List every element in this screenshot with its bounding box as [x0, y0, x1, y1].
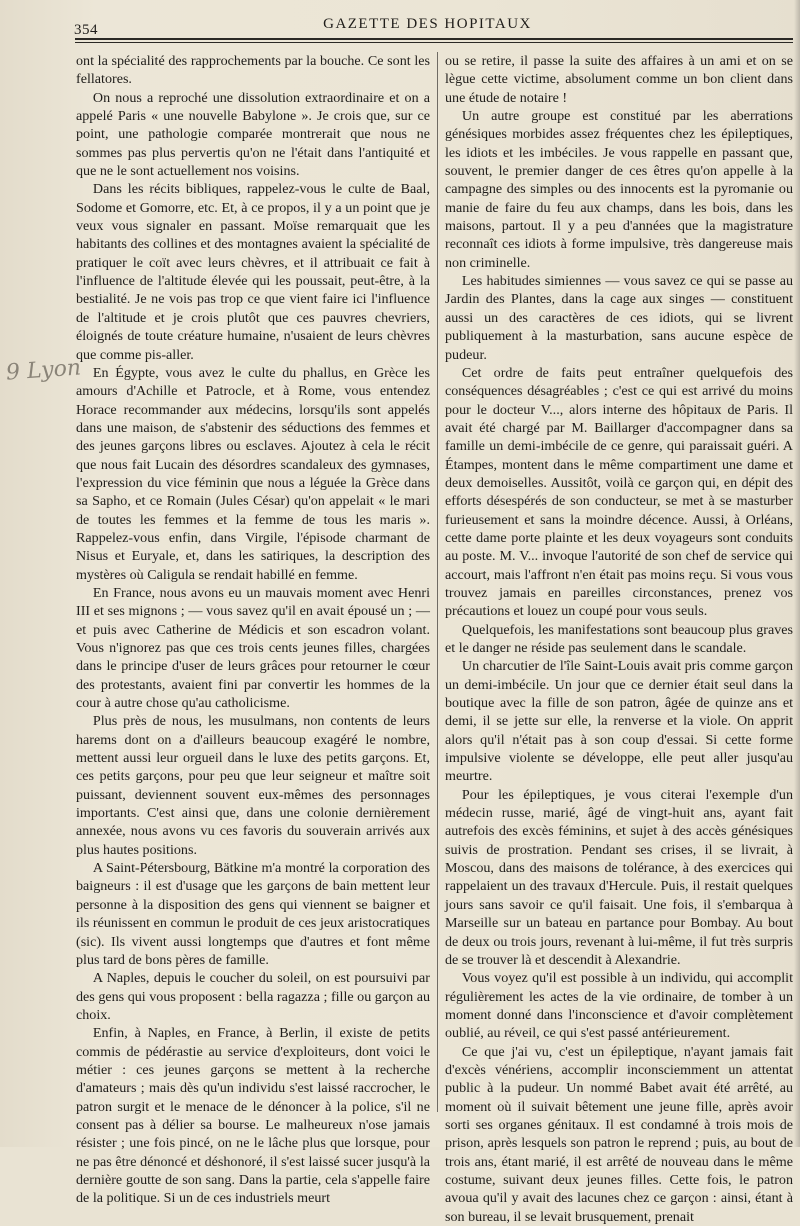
paragraph: Plus près de nous, les musulmans, non contents de leurs harems dont on a d'ailleurs beaucoup exagéré le nombre, mettent aussi leur orgueil dans le luxe des petits garçons. Et, ces petits garçons, pour peu que leur seigneur et maître soit puissant, deviennent souvent eux-mêmes des personnages importants. C'est ainsi que, dans une colonie dernièrement annexée, nous avons vu ces favoris du souverain arrivés aux plus hautes positions. [76, 713, 430, 858]
paragraph: ou se retire, il passe la suite des affaires à un ami et on se lègue cette victime, absolument comme un bon client dans une étude de notaire ! [445, 53, 793, 106]
paragraph: Ce que j'ai vu, c'est un épileptique, n'ayant jamais fait d'excès vénériens, accomplir inconsciemment un attentat public à la pudeur. Un nommé Babet avait été arrêté, au moment où il suivait bêtement une jeune fille, après avoir sorti ses organes génitaux. Il est condamné à trois mois de prison, après lesquels son patron le reprend ; puis, au bout de trois ans, étant marié, il est arrêté de nouveau dans le même costume, suivant deux jeunes filles. Cette fois, le patron avoua qu'il y avait des lacunes chez ce garçon : ainsi, étant à son bureau, il se levait brusquement, prenait [445, 1043, 793, 1225]
paragraph: Un autre groupe est constitué par les aberrations génésiques morbides assez fréquentes chez les épileptiques, les idiots et les imbéciles. Je vous rappelle en passant que, souvent, le premier danger de ces êtres qu'on appelle à la campagne des simples ou des innocents est la pyromanie ou manie de faire du feu aux champs, dans les bois, dans les maisons, partout. Il y a peu d'années que la magistrature reconnaît ces idiots à forme impulsive, très dangereuse mais non criminelle. [445, 108, 793, 271]
paragraph: Dans les récits bibliques, rappelez-vous le culte de Baal, Sodome et Gomorre, etc. Et, à ce propos, il y a un point que je veux vous signaler en passant. Moïse remarquait que les habitants des collines et des montagnes avaient la spécialité de pratiquer le coït avec leurs chèvres, et il attribuait ce fait à l'influence de l'altitude élevée qui les poussait, peut-être, à la bestialité. Je ne vois pas trop ce que vient faire ici l'influence de l'altitude et je crois plutôt que ces pauvres chevriers, éloignés de toute créature humaine, n'usaient de leurs chèvres que comme pis-aller. [76, 181, 430, 363]
paragraph: Cet ordre de faits peut entraîner quelquefois des conséquences désagréables ; c'est ce qui est arrivé du moins pour le docteur V..., alors interne des hôpitaux de Paris. Il avait été chargé par M. Baillarger d'accompagner dans sa famille un demi-imbécile de ce genre, qui paraissait guéri. A Étampes, montent dans le même compartiment une dame et deux demoiselles. Aussitôt, voilà ce garçon qui, en dépit des efforts désespérés de son conducteur, se met à se masturber furieusement et sans la moindre décence. Aussi, à Orléans, cette dame porte plainte et les deux voyageurs sont conduits au poste. M. V... invoque l'autorité de son chef de service qui accourt, mais l'affront n'en était pas moins reçu. Si vous vous trouvez jamais en pareilles circonstances, prenez vos précautions et louez un coupé pour vous seuls. [445, 364, 793, 620]
paragraph: A Saint-Pétersbourg, Bätkine m'a montré la corporation des baigneurs : il est d'usage que les garçons de bain mettent leur personne à la disposition des gens qui viennent se baigner et ils réunissent en commun le produit de ces jeux aristocratiques (sic). Ils vivent aussi longtemps que d'autres et font même plus tard de bons pères de famille. [76, 860, 430, 968]
left-text-column [76, 52, 430, 1208]
journal-title: GAZETTE DES HOPITAUX [323, 16, 532, 32]
paragraph: Les habitudes simiennes — vous savez ce qui se passe au Jardin des Plantes, dans la cage aux singes — constituent aussi un des caractères de ces idiots, qui se livrent publiquement à la masturbation, sans aucune espèce de pudeur. [445, 273, 793, 363]
right-text-column [445, 52, 793, 1226]
paragraph: A Naples, depuis le coucher du soleil, on est poursuivi par des gens qui vous proposent : bella ragazza ; fille ou garçon au choix. [76, 970, 430, 1023]
header-rule-thick [75, 38, 793, 40]
paragraph: Un charcutier de l'île Saint-Louis avait pris comme garçon un demi-imbécile. Un jour que ce dernier était seul dans la boutique avec la fille de son patron, âgée de quinze ans et demi, il se jette sur elle, la renverse et la viole. On apprit alors qu'il n'était pas à son coup d'essai. Si cette forme impulsive violente se développe, elle peut aller jusqu'au meurtre. [445, 658, 793, 785]
page-header [60, 12, 795, 52]
header-rule-thin [75, 42, 793, 43]
paragraph: On nous a reproché une dissolution extraordinaire et on a appelé Paris « une nouvelle Babylone ». Je crois que, sur ce point, une pathologie comparée montrerait que nous ne sommes pas plus pervertis qu'on ne l'était dans l'antiquité et que ne le sont actuellement nos voisins. [76, 89, 430, 180]
paragraph: Vous voyez qu'il est possible à un individu, qui accomplit régulièrement les actes de la vie ordinaire, de tomber à un moment donné dans l'inconscience et d'avoir complètement oublié, au réveil, ce qui s'est passé antérieurement. [445, 970, 793, 1042]
paragraph: Enfin, à Naples, en France, à Berlin, il existe de petits commis de pédérastie au service d'exploiteurs, dont voici le métier : ces jeunes garçons se mettent à la recherche d'amateurs ; mais dès qu'un individu s'est laissé raccrocher, le patron surgit et le menace de le dénoncer à la police, s'il ne consent pas à délier sa bourse. Le malheureux n'ose jamais résister ; une fois pincé, on ne le lâche plus que lorsque, pour ne pas être dénoncé et déshonoré, il s'est laissé sucer jusqu'à la dernière goutte de son sang. Dans la partie, cela s'appelle faire de la politique. Si un de ces industriels meurt [76, 1025, 430, 1207]
column-divider [437, 52, 438, 1112]
handwritten-margin-note: 9 Lyon [5, 355, 82, 386]
page-edge-shadow [794, 0, 800, 1147]
paragraph: Quelquefois, les manifestations sont beaucoup plus graves et le danger ne réside pas seulement dans le scandale. [445, 621, 793, 656]
paragraph: Pour les épileptiques, je vous citerai l'exemple d'un médecin russe, marié, âgé de vingt-huit ans, ayant fait autrefois des excès féminins, et sujet à des accès génésiques suivis de prostration. Pendant ses crises, il se livrait, à Moscou, dans des maisons de tolérance, à des exercices qui rappelaient un des travaux d'Hercule. Puis, il restait quelques jours sans savoir ce qu'il faisait. Une fois, il s'embarqua à Marseille sur un bateau en partance pour Bombay. Au bout de deux ou trois jours, revenant à lui-même, il fut très surpris de se trouver là et descendit à Alexandrie. [445, 786, 793, 968]
paragraph: ont la spécialité des rapprochements par la bouche. Ce sont les fellatores. [76, 53, 430, 88]
paragraph: En France, nous avons eu un mauvais moment avec Henri III et ses mignons ; — vous savez qu'il en avait épousé un ; — et puis avec Catherine de Médicis et son escadron volant. Vous n'ignorez pas que ces trois cents jeunes filles, chargées dans le principe d'user de leurs grâces pour retourner le cœur des protestants, avaient fini par convertir les hommes de la cour à autre chose qu'au catholicisme. [76, 584, 430, 712]
page-number: 354 [74, 22, 98, 38]
paragraph: En Égypte, vous avez le culte du phallus, en Grèce les amours d'Achille et Patrocle, et à Rome, vous entendez Horace recommander aux médecins, lorsqu'ils sont appelés dans une maison, de s'abstenir des séductions des femmes et des jeunes garçons libres ou esclaves. Ajoutez à cela le récit que nous fait Lucain des désordres scandaleux des gymnases, l'expression du vice féminin que nous a léguée la Grèce dans sa Sapho, et ce Romain (Jules César) qu'on appelait « le mari de toutes les femmes et la femme de tous les maris ». Rappelez-vous enfin, dans Virgile, l'épisode charmant de Nisus et Euryale, et, dans les satiriques, la description des mystères où Caligula se rendait habillé en femme. [76, 364, 430, 583]
